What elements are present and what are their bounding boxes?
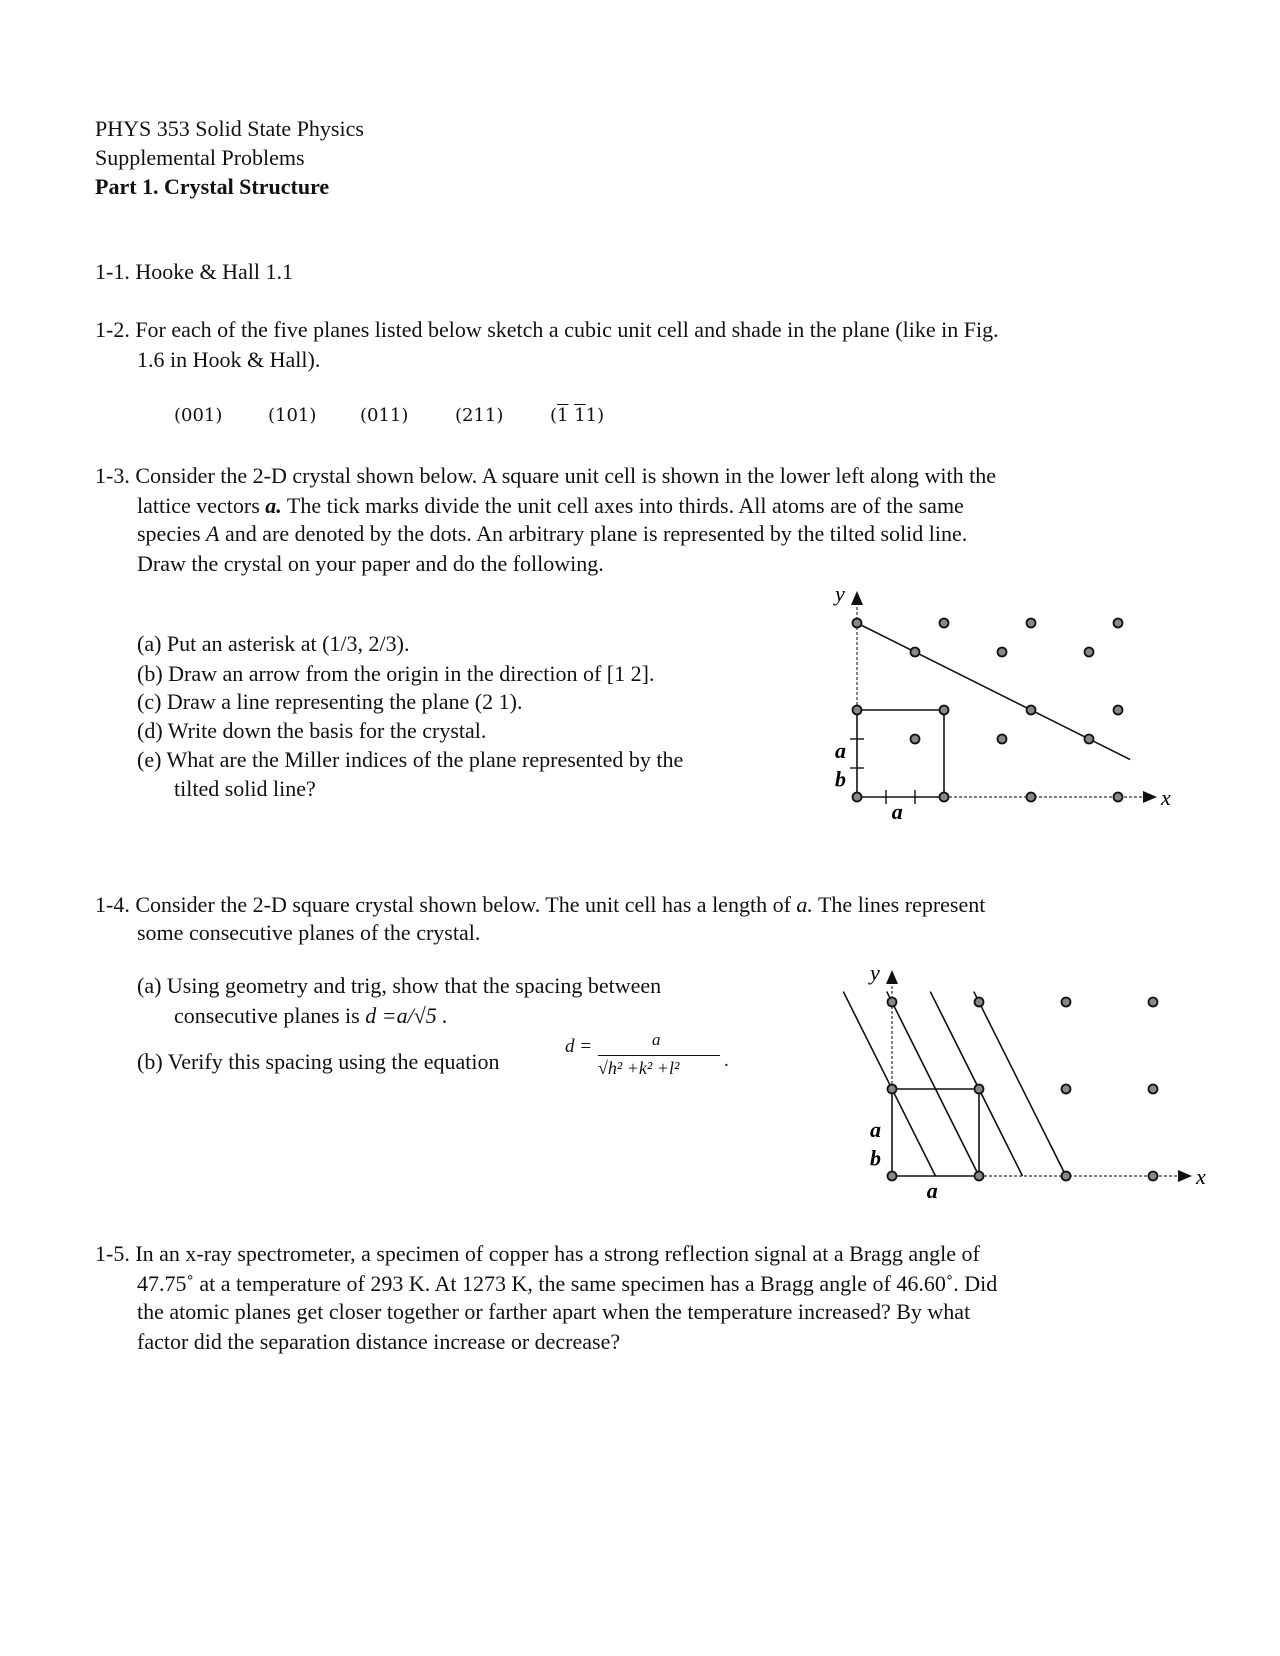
item-b: (b) Draw an arrow from the origin in the direction of [1 2]. <box>137 661 655 686</box>
atom-dot <box>975 998 984 1007</box>
atom-dot <box>940 793 949 802</box>
part-a-line1: (a) Using geometry and trig, show that the spacing between <box>137 973 662 998</box>
lattice-plane-line <box>843 992 935 1176</box>
length-a: a. <box>796 892 813 917</box>
problem-1-2-line1: 1-2. For each of the five planes listed below sketch a cubic unit cell and shade in the plane (like in Fig. <box>95 317 999 342</box>
atom-dot <box>888 1172 897 1181</box>
x-axis-label: x <box>1196 1164 1206 1189</box>
plane-3: (011) <box>360 405 409 426</box>
atom-dot <box>975 1085 984 1094</box>
vector-a-label: a <box>835 737 846 763</box>
atom-dot <box>1114 793 1123 802</box>
eq-lhs: d = <box>565 1036 593 1057</box>
problem-1-5-line2: 47.75˚ at a temperature of 293 K. At 1273 K, the same specimen has a Bragg angle of 46.60˚. Did <box>137 1271 998 1296</box>
y-arrow-icon <box>851 591 863 605</box>
atom-dot <box>975 1172 984 1181</box>
problem-1-5-line3: the atomic planes get closer together or farther apart when the temperature increased? By what <box>137 1299 971 1324</box>
vector-a-label: a <box>870 1116 881 1142</box>
atom-dot <box>1062 1085 1071 1094</box>
plane-4: (211) <box>455 405 504 426</box>
atom-dot <box>853 793 862 802</box>
bar-index: 1 <box>574 405 586 426</box>
item-e-cont: tilted solid line? <box>174 776 316 801</box>
atom-dot <box>1149 1085 1158 1094</box>
atom-dot <box>888 1085 897 1094</box>
lattice-plane-line <box>974 992 1066 1176</box>
x-vector-a-label: a <box>926 1178 938 1203</box>
text: The lines represent <box>812 892 986 917</box>
x-arrow-icon <box>1178 1170 1192 1182</box>
text: species <box>137 521 207 546</box>
eq-denominator: √h² +k² +l² <box>598 1058 680 1078</box>
eq-period: . <box>724 1050 729 1071</box>
spacing-equation: d =a/√5 . <box>365 1003 448 1028</box>
vector-b-label: b <box>870 1145 881 1171</box>
lattice-plane-line <box>930 992 1022 1176</box>
text: and are denoted by the dots. An arbitrary plane is represented by the tilted solid line. <box>219 521 968 546</box>
atom-dot <box>911 735 920 744</box>
index-rest: 1) <box>585 405 605 426</box>
crystal-figure-1-3 <box>833 581 1171 824</box>
eq-numerator: a <box>652 1030 661 1049</box>
atom-dot <box>911 648 920 657</box>
atom-dot <box>1085 735 1094 744</box>
part-heading: Part 1. Crystal Structure <box>95 174 330 199</box>
text: The tick marks divide the unit cell axes into thirds. All atoms are of the same <box>281 493 964 518</box>
item-d: (d) Write down the basis for the crystal. <box>137 718 487 743</box>
bar-index: 1 <box>557 405 569 426</box>
problem-1-4-line2: some consecutive planes of the crystal. <box>137 920 481 945</box>
atom-dot <box>1027 619 1036 628</box>
atom-dot <box>1062 1172 1071 1181</box>
problem-1-2-line2: 1.6 in Hook & Hall). <box>137 347 321 372</box>
vector-a: a. <box>265 493 282 518</box>
atom-dot <box>940 706 949 715</box>
item-e: (e) What are the Miller indices of the plane represented by the <box>137 747 684 772</box>
y-axis-label: y <box>835 581 845 606</box>
atom-dot <box>940 619 949 628</box>
atom-dot <box>1149 1172 1158 1181</box>
atom-dot <box>1027 706 1036 715</box>
atom-dot <box>888 998 897 1007</box>
problem-1-3-line4: Draw the crystal on your paper and do the following. <box>137 551 604 576</box>
course-title: PHYS 353 Solid State Physics <box>95 116 364 141</box>
doc-subtitle: Supplemental Problems <box>95 145 305 170</box>
part-b-line: (b) Verify this spacing using the equation <box>137 1049 500 1074</box>
atom-dot <box>1149 998 1158 1007</box>
vector-b-label: b <box>835 766 846 792</box>
atom-dot <box>1114 706 1123 715</box>
lattice-plane-line <box>887 992 979 1176</box>
text: consecutive planes is <box>174 1003 366 1028</box>
plane-2: (101) <box>268 405 317 426</box>
atom-dot <box>998 735 1007 744</box>
atom-dot <box>1085 648 1094 657</box>
atom-dot <box>1114 619 1123 628</box>
x-vector-a-label: a <box>891 799 903 824</box>
problem-1-5-line1: 1-5. In an x-ray spectrometer, a specimen of copper has a strong reflection signal at a Bragg angle of <box>95 1241 980 1266</box>
y-axis-label: y <box>870 960 880 985</box>
atom-dot <box>998 648 1007 657</box>
item-c: (c) Draw a line representing the plane (2 1). <box>137 689 523 714</box>
text: 1-4. Consider the 2-D square crystal shown below. The unit cell has a length of <box>95 892 797 917</box>
atom-dot <box>853 619 862 628</box>
y-arrow-icon <box>886 970 898 984</box>
x-arrow-icon <box>1143 791 1157 803</box>
problem-1-3-line1: 1-3. Consider the 2-D crystal shown below. A square unit cell is shown in the lower left along with the <box>95 463 997 488</box>
plane-1: (001) <box>174 405 223 426</box>
paren: ( <box>550 405 558 426</box>
atom-dot <box>1062 998 1071 1007</box>
atom-dot <box>1027 793 1036 802</box>
atom-dot <box>853 706 862 715</box>
problem-1-1: 1-1. Hooke & Hall 1.1 <box>95 259 293 284</box>
text: lattice vectors <box>137 493 266 518</box>
item-a: (a) Put an asterisk at (1/3, 2/3). <box>137 631 410 656</box>
problem-1-5-line4: factor did the separation distance increase or decrease? <box>137 1329 621 1354</box>
crystal-figure-1-4 <box>843 960 1206 1203</box>
x-axis-label: x <box>1161 785 1171 810</box>
species-a: A <box>206 521 220 546</box>
